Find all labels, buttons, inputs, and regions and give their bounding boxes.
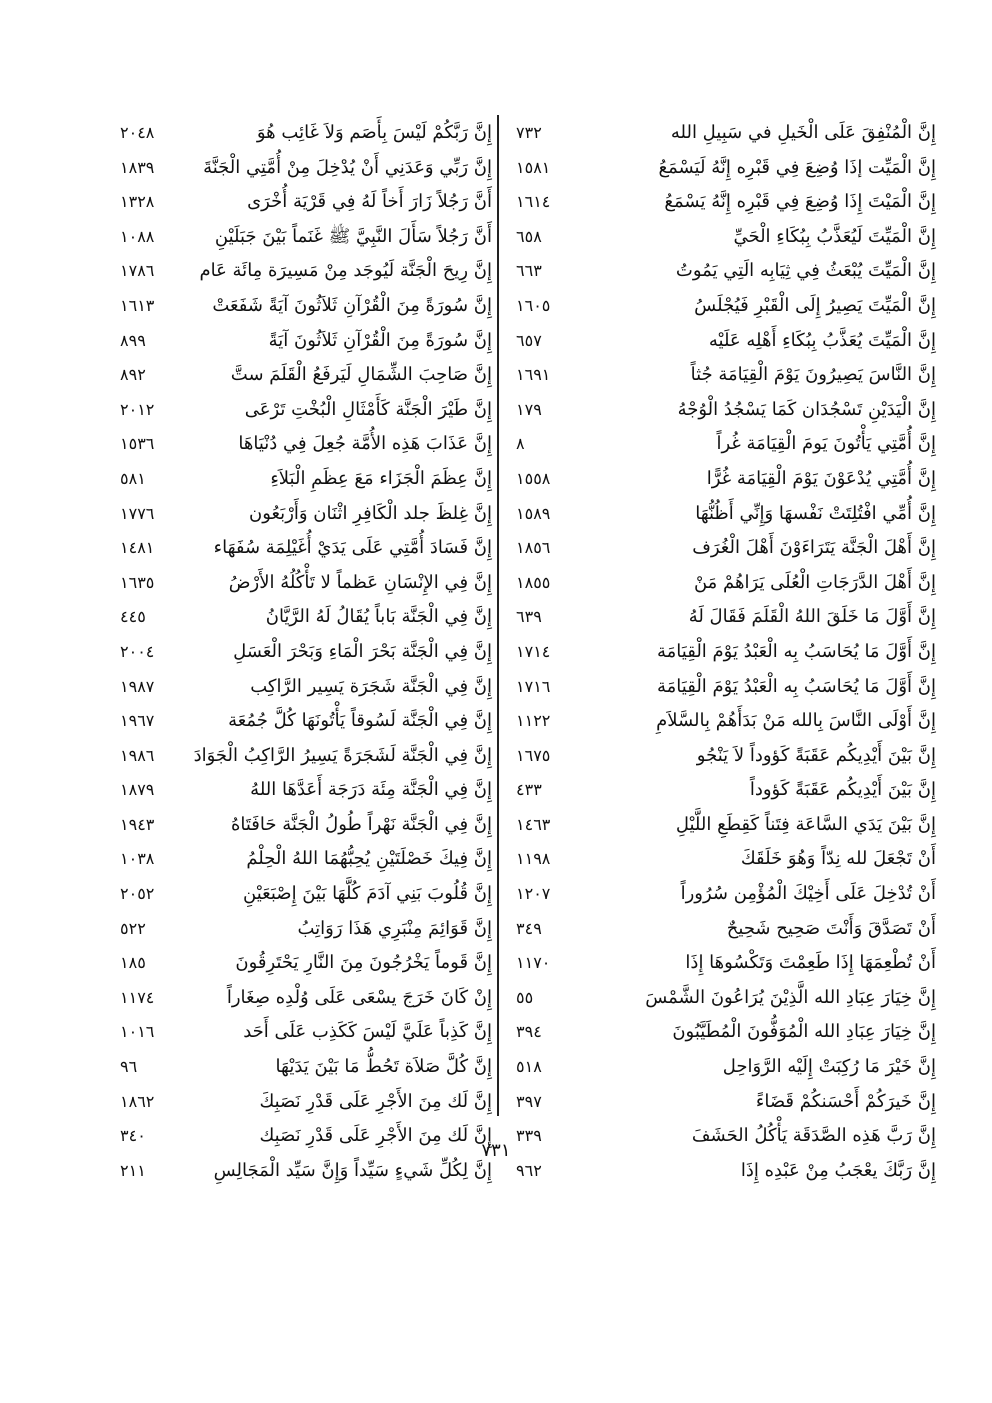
entry-number: ٢٠٥٢ [120,884,155,904]
index-entry [516,739,936,774]
entry-number: ١٧١٤ [516,641,551,661]
entry-text: إِنَّ خَيرَكُمْ أَحْسَنكُمْ قَضَاءً [755,1090,936,1112]
entry-number: ١٥٨١ [516,157,551,177]
entry-number: ١٦١٣ [120,295,155,315]
entry-text: إِنَّ أَهْلَ الدَّرَجَاتِ الْعُلَى يَرَاهُمْ مَنْ [693,571,936,593]
entry-number: ١٧٨٦ [120,261,155,281]
entry-number: ١١٧٤ [120,987,155,1007]
entry-text: إِنَّ الْمَيِّتَ لَيُعَذَّبُ بِبُكَاءِ الْحَيِّ [733,225,936,247]
entry-text: إِنَّ فِي الْجَنَّة نَهْراً طُولُ الْجَنَّة حَافَتَاهُ [230,813,492,835]
entry-text: أَنْ تَجْعَلَ لله نِدّاً وَهُوَ خَلَقَكَ [740,848,936,870]
entry-text: أَنْ تُطْعِمَهَا إِذَا طَعِمْتَ وَتَكْسُوهَا إِذَا [685,952,936,974]
index-entry [516,704,936,739]
index-entry [120,842,492,877]
index-entry [120,808,492,843]
entry-text: إِنَّ الْيَدَيْنِ تَسْجُدَان كَمَا يَسْجُدُ الْوُجْهُ [677,398,936,420]
entry-number: ٣٩٧ [516,1091,542,1111]
entry-text: إِنَّ رِيحَ الْجَنَّة لَيُوجَد مِنْ مَسِيرَة مِائَة عَام [199,260,492,282]
entry-number: ١٨٦٢ [120,1091,155,1111]
index-entry [516,151,936,186]
entry-text: إِنَّ رَبِّي وَعَدَنِي أَنْ يُدْخِلَ مِنْ أُمَّتِي الْجَنَّةَ [203,156,492,178]
index-entry [120,1050,492,1085]
entry-text: إِنَّ أَوَّلَ مَا يُحَاسَبُ بِه الْعَبْدُ يَوْمَ الْقِيَامَة [657,640,936,662]
entry-number: ١٩٨٦ [120,745,155,765]
entry-text: إِنَّ صَاحِبَ الشِّمَالِ لَيَرفَعُ الْقَلَمَ ستَّ [230,364,492,386]
entry-number: ١٠٣٨ [120,849,155,869]
entry-text: إِنَّ أَهْلَ الْجَنَّة يَتَرَاءَوْنَ أَهْلَ الْغُرَف [692,537,936,559]
entry-text: إِنَّ أَوَّلَ مَا يُحَاسَبُ بِه الْعَبْدُ يَوْمَ الْقِيَامَة [657,675,936,697]
entry-number: ٢٠٤٨ [120,123,155,142]
entry-text: إِنَّ كُلَّ صَلاَة تَحُطُّ مَا بَيْنَ يَدَيْهَا [275,1056,492,1078]
entry-number: ١٨٥٥ [516,572,551,592]
entry-text: إِنَّ خِيَارَ عِبَادِ الله الَّذِيْنَ يُرَاعُونَ الشَّمْسَ [645,986,936,1008]
index-entry [516,1085,936,1120]
entry-text: إِنَّ كَذِباً عَلَيَّ لَيْسَ كَكَذِب عَلَى أَحَد [243,1021,492,1043]
entry-text: إِنْ كَانَ خَرَجَ يسْعَى عَلَى وُلْدِه صِغَاراً [226,986,492,1008]
entry-number: ١١٢٢ [516,711,551,731]
entry-number: ١١٧٠ [516,953,551,973]
entry-number: ٢١١ [120,1160,146,1180]
index-entry [516,808,936,843]
entry-text: إِنَّ أُمَّتِي يَأْتُونَ يَومَ الْقِيَامَة غُراً [716,433,936,455]
entry-number: ٥٥ [516,987,534,1007]
index-entry [516,981,936,1016]
entry-text: إِنَّ فِي الْجَنَّة بَاباً يُقَالُ لَهُ الرَّيَّانُ [265,606,492,628]
index-entry [120,1085,492,1120]
index-entry [120,877,492,912]
entry-text: أَنْ تُدْخِلَ عَلَى أَخِيْكَ الْمُؤْمِن سُرُوراً [680,883,936,905]
index-entry [120,531,492,566]
index-entry [120,427,492,462]
entry-number: ٣٩٤ [516,1022,542,1042]
index-entry [516,427,936,462]
index-entry [120,912,492,947]
entry-text: إِنَّ الْمَيِّتَ يُعَذَّبُ بِبُكَاءِ أَهْلِه عَلَيْه [708,329,936,351]
index-entry [120,981,492,1016]
entry-number: ١٣٢٨ [120,192,155,212]
entry-text: إِنَّ قَوَائِمَ مِنْبَرِي هَذَا رَوَاتِبُ [297,917,492,939]
index-entry [516,773,936,808]
index-entry [516,220,936,255]
entry-number: ١٠١٦ [120,1022,155,1042]
index-entry [516,254,936,289]
index-entry [120,185,492,220]
entry-text: إِنَّ فِي الْجَنَّة لَشَجَرَةً يَسِيرُ الرَّاكِبُ الْجَوَادَ [193,744,492,766]
index-entry [120,254,492,289]
index-column-right [516,116,936,1188]
entry-text: إِنَّ رَبَّكُمْ لَيْسَ بِأَصَم وَلاَ غَائِب هُوَ [256,122,492,143]
entry-number: ٧٣٢ [516,123,542,142]
entry-number: ١٤٨١ [120,538,155,558]
index-entry [120,704,492,739]
index-entry [516,324,936,359]
index-entry [120,635,492,670]
entry-number: ١٠٨٨ [120,226,155,246]
index-entry [516,116,936,151]
entry-text: إِنَّ لَك مِنَ الأَجْرِ عَلَى قَدْرِ نَصَبِكَ [259,1090,492,1112]
index-entry [120,116,492,151]
index-entry [120,946,492,981]
entry-number: ٢٠١٢ [120,399,155,419]
entry-text: إِنَّ لِكُلِّ شَيءٍ سَيِّداً وَإِنَّ سَيِّد الْمَجَالِسِ [213,1159,492,1181]
entry-number: ١٥٥٨ [516,468,551,488]
entry-text: إِنَّ خَيْرَ مَا رُكِبَتْ إِلَيْه الرَّوَاحِل [722,1056,936,1078]
index-entry [516,531,936,566]
index-entry [120,393,492,428]
entry-number: ١٩٨٧ [120,676,155,696]
index-entry [120,773,492,808]
index-column-left [120,116,492,1188]
index-entry [120,739,492,774]
entry-number: ١٨٥٦ [516,538,551,558]
entry-number: ٥٨١ [120,468,146,488]
entry-number: ١٨٥ [120,953,146,973]
entry-number: ٩٦ [120,1057,138,1077]
entry-text: إِنَّ بَيْنَ أَيْدِيكُم عَقَبَةً كَؤوداً لاَ يَنْجُو [696,744,936,766]
index-entry [516,566,936,601]
entry-number: ١٤٦٣ [516,814,551,834]
index-entry [516,670,936,705]
entry-text: إِنَّ قَوماً يَخْرُجُونَ مِنَ النَّارِ يَحْتَرِقُونَ [235,952,492,974]
entry-text: إِنَّ فِي الْجَنَّة مِئَة دَرَجَة أَعَدَّهَا اللهُ [250,779,492,801]
entry-text: أَنَّ رَجُلاً سَأَلَ النَّبِيَّ ﷺ غَنَماً بَيْنَ جَبَلَيْنِ [214,225,492,247]
entry-text: إِنَّ سُورَةً مِنَ الْقُرْآنِ ثَلاَثُونَ آيَةً شَفَعَتْ [212,294,492,316]
entry-number: ١٦٧٥ [516,745,551,765]
entry-text: إِنَّ فِي الإِنْسَانِ عَظماً لا تَأْكُلُهُ الأَرْضُ [228,571,492,593]
entry-number: ١٦٣٥ [120,572,155,592]
entry-number: ١٢٠٧ [516,884,551,904]
entry-number: ١٦١٤ [516,192,551,212]
entry-text: إِنَّ أَوْلَى النَّاسَ بِالله مَنْ بَدَأَهُمْ بِالسَّلاَمِ [656,710,936,732]
index-entry [120,151,492,186]
entry-number: ٨٩٢ [120,365,146,385]
entry-number: ٨ [516,434,525,454]
entry-number: ١٨٣٩ [120,157,155,177]
entry-text: إِنَّ فَسَادَ أُمَّتِي عَلَى يَدَيْ أُغَيْلِمَة سُفَهَاء [213,537,492,559]
entry-text: إِنَّ لَك مِنَ الأَجْرِ عَلَى قَدْرِ نَصَبِك [259,1125,492,1147]
entry-number: ١٩٦٧ [120,711,155,731]
entry-text: إِنَّ فِيكَ خَصْلَتَيْنِ يُحِبُّهُمَا اللهُ الْحِلْمُ [246,848,492,870]
entry-text: إِنَّ خِيَارَ عِبَادِ الله الْمُوَفُّونَ الْمُطَيَّبُونَ [672,1021,936,1043]
entry-text: إِنَّ عِظَمَ الْجَزَاء مَعَ عِظَمِ الْبَلاَءِ [270,467,492,489]
index-entry [120,289,492,324]
entry-text: إِنَّ النَّاسَ يَصِيرُونَ يَوْمَ الْقِيَامَة جُثاً [690,364,936,386]
entry-number: ٤٣٣ [516,780,542,800]
index-entry [516,462,936,497]
index-entry [120,220,492,255]
entry-text: إِنَّ فِي الْجَنَّة شَجَرَة يَسِير الرَّاكِب [250,675,492,697]
index-entry [120,566,492,601]
entry-text: إِنَّ الْمَيِّت إذَا وُضِعَ فِي قَبْرِه إِنَّهُ لَيَسْمَعُ [658,156,936,178]
entry-number: ١٥٨٩ [516,503,551,523]
index-entry [120,462,492,497]
index-entry [120,1015,492,1050]
index-entry [516,877,936,912]
entry-number: ٦٣٩ [516,607,542,627]
entry-number: ٥١٨ [516,1057,542,1077]
index-entry [516,185,936,220]
column-divider [497,115,499,1116]
entry-number: ١٧١٦ [516,676,551,696]
entry-text: أَنَّ رَجُلاً زَارَ أَخاً لَهُ فِي قَرْيَة أُخْرَى [247,191,492,213]
entry-text: إِنَّ فِي الْجَنَّة بَحْرَ الْمَاءِ وَبَحْرَ الْعَسَلِ [233,640,492,662]
entry-number: ٣٤٠ [120,1126,146,1146]
entry-text: إِنَّ غِلظَ جلد الْكَافِرِ اثْنَان وَأَرْبَعُون [248,502,492,524]
index-entry [516,358,936,393]
entry-text: إِنَّ رَبَّكَ يعْجَبُ مِنْ عَبْدِه إِذَا [740,1159,936,1181]
index-entry [516,1050,936,1085]
entry-text: إِنَّ الْمَيِّتَ يَصِيرُ إِلَى الْقَبْرِ فَيُجْلَسُ [694,294,936,316]
index-entry [516,946,936,981]
entry-text: إِنَّ عَذَابَ هَذِه الأُمَّة جُعِلَ فِي دُنْيَاهَا [238,433,492,455]
index-entry [120,670,492,705]
entry-number: ٦٦٣ [516,261,542,281]
entry-text: أَنْ تَصَدَّقَ وَأَنْتَ صَحِيح شَحِيحٌ [726,917,936,939]
entry-number: ١١٩٨ [516,849,551,869]
entry-number: ١٦٠٥ [516,295,551,315]
index-entry [120,358,492,393]
entry-text: إِنَّ طَيْرَ الْجَنَّة كَأَمْثَالِ الْبُخْتِ تَرْعَى [244,398,492,420]
entry-text: إِنَّ رَبَّ هَذِه الصَّدَقَة يَأْكُلُ الحَشَفَ [691,1125,936,1147]
entry-number: ١٧٧٦ [120,503,155,523]
entry-text: إِنَّ الْمُنْفِقَ عَلَى الْخَيلِ في سَبِيلِ الله [670,122,936,143]
index-entry [516,289,936,324]
entry-text: إِنَّ الْمَيْتَ إِذَا وُضِعَ فِي قَبْرِه إِنَّهُ يَسْمَعُ [664,191,936,213]
entry-text: إِنَّ قُلُوبَ بَنِي آدَمَ كُلَّهَا بَيْنَ إِصْبَعَيْنِ [243,883,492,905]
entry-number: ١٦٩١ [516,365,551,385]
entry-number: ١٧٩ [516,399,542,419]
entry-number: ٨٩٩ [120,330,146,350]
entry-text: إِنَّ أُمِّي افْتُلِتَتْ نَفْسهَا وَإِنِّي أَظُنُّهَا [695,502,936,524]
index-entry [516,842,936,877]
index-entry [120,600,492,635]
index-entry [516,635,936,670]
index-entry [516,393,936,428]
entry-number: ٦٥٨ [516,226,542,246]
index-entry [120,324,492,359]
index-entry [516,912,936,947]
index-entry [516,1015,936,1050]
entry-text: إِنَّ بَيْنَ يَدَي السَّاعَة فِتَناً كَقِطَعِ اللَّيْلِ [675,813,936,835]
entry-text: إِنَّ سُورَةً مِنَ الْقُرْآنِ ثَلاَثُونَ آيَةً [268,329,492,351]
index-entry [516,600,936,635]
entry-number: ٥٢٢ [120,918,146,938]
entry-number: ١٨٧٩ [120,780,155,800]
entry-text: إِنَّ فِي الْجَنَّة لَسُوقاً يَأْتُونَهَا كُلَّ جُمُعَة [228,710,492,732]
entry-number: ٤٤٥ [120,607,146,627]
entry-number: ٣٣٩ [516,1126,542,1146]
entry-text: إِنَّ بَيْنَ أَيْدِيكُم عَقَبَةً كَؤوداً [749,779,936,801]
entry-text: إِنَّ أَوَّلَ مَا خَلَقَ اللهُ الْقَلَمَ فَقَالَ لَهُ [688,606,936,628]
entry-number: ٩٦٢ [516,1160,542,1180]
entry-text: إِنَّ أُمَّتِي يُدْعَوْنَ يَوْمَ الْقِيَامَة غُرًّا [706,467,936,489]
entry-text: إِنَّ الْمَيِّتَ يُبْعَثُ فِي ثِيَابِه الَتِي يَمُوتُ [675,260,936,282]
entry-number: ٦٥٧ [516,330,542,350]
entry-number: ٢٠٠٤ [120,641,155,661]
entry-number: ٣٤٩ [516,918,542,938]
entry-number: ١٥٣٦ [120,434,155,454]
entry-number: ١٩٤٣ [120,814,155,834]
page-number: ٧٣١ [481,1140,511,1161]
index-entry [120,497,492,532]
index-entry [516,497,936,532]
